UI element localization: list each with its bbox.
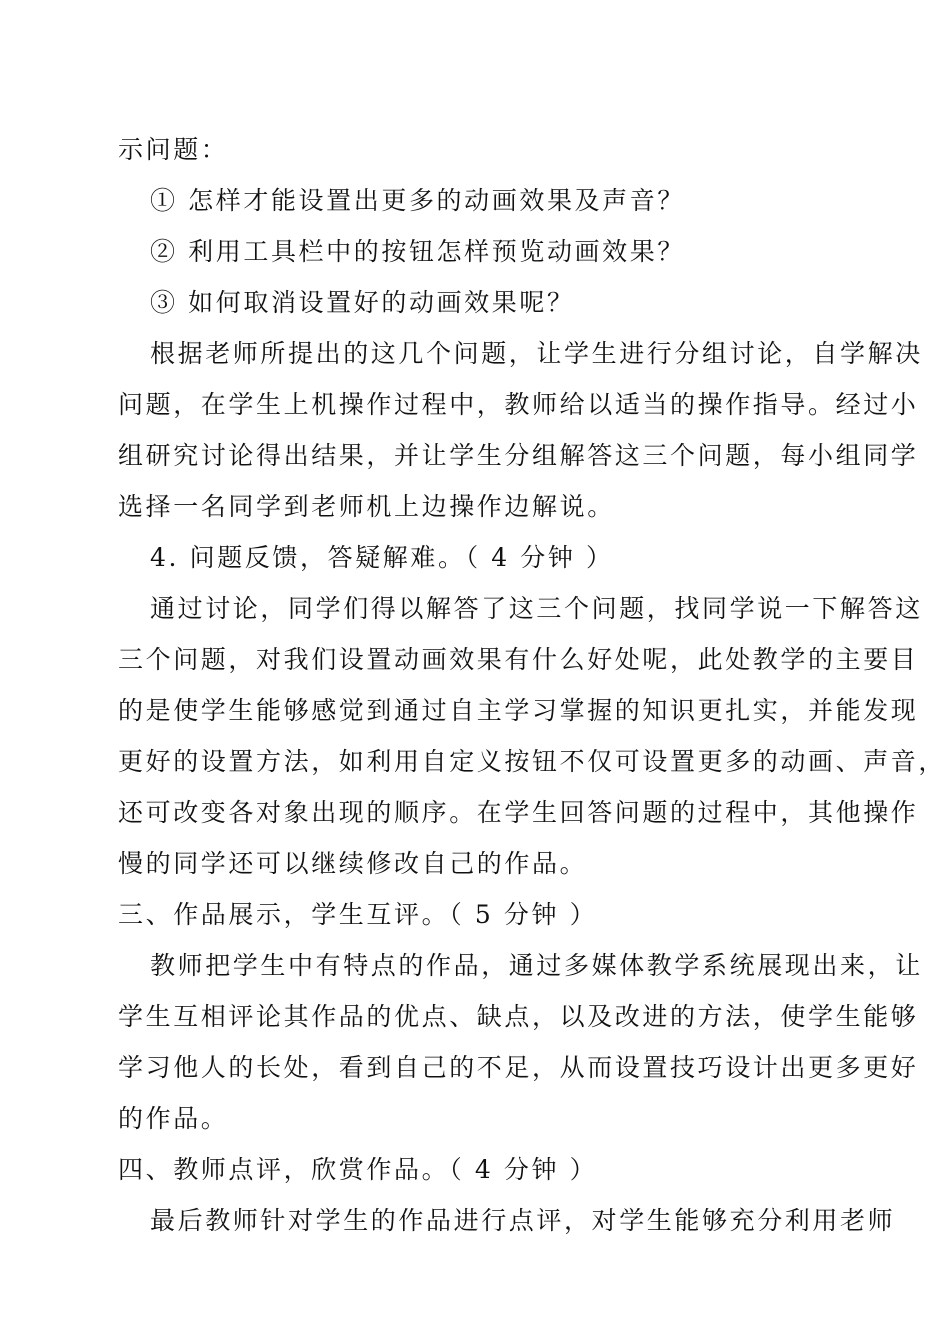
paragraph-line: 更好的设置方法，如利用自定义按钮不仅可设置更多的动画、声音， bbox=[118, 747, 947, 776]
paragraph-line: 选择一名同学到老师机上边操作边解说。 bbox=[118, 492, 615, 521]
paragraph-line: 最后教师针对学生的作品进行点评，对学生能够充分利用老师 bbox=[150, 1206, 896, 1235]
question-item-2: ② 利用工具栏中的按钮怎样预览动画效果？ bbox=[150, 237, 685, 266]
text-line: 示问题： bbox=[118, 135, 229, 164]
section-heading: 四、教师点评，欣赏作品。（ 4 分钟 ） bbox=[118, 1155, 598, 1184]
paragraph-line: 学习他人的长处，看到自己的不足，从而设置技巧设计出更多更好 bbox=[118, 1053, 919, 1082]
paragraph-line: 通过讨论，同学们得以解答了这三个问题，找同学说一下解答这 bbox=[150, 594, 923, 623]
section-heading: 三、作品展示，学生互评。（ 5 分钟 ） bbox=[118, 900, 598, 929]
paragraph-line: 慢的同学还可以继续修改自己的作品。 bbox=[118, 849, 588, 878]
question-item-3: ③ 如何取消设置好的动画效果呢？ bbox=[150, 288, 575, 317]
question-item-1: ① 怎样才能设置出更多的动画效果及声音？ bbox=[150, 186, 685, 215]
paragraph-line: 还可改变各对象出现的顺序。在学生回答问题的过程中，其他操作 bbox=[118, 798, 919, 827]
paragraph-line: 三个问题，对我们设置动画效果有什么好处呢，此处教学的主要目 bbox=[118, 645, 919, 674]
section-heading: 4. 问题反馈，答疑解难。（ 4 分钟 ） bbox=[150, 543, 614, 572]
paragraph-line: 的是使学生能够感觉到通过自主学习掌握的知识更扎实，并能发现 bbox=[118, 696, 919, 725]
paragraph-line: 根据老师所提出的这几个问题，让学生进行分组讨论，自学解决 bbox=[150, 339, 923, 368]
paragraph-line: 组研究讨论得出结果，并让学生分组解答这三个问题，每小组同学 bbox=[118, 441, 919, 470]
paragraph-line: 学生互相评论其作品的优点、缺点，以及改进的方法，使学生能够 bbox=[118, 1002, 919, 1031]
paragraph-line: 问题，在学生上机操作过程中，教师给以适当的操作指导。经过小 bbox=[118, 390, 919, 419]
paragraph-line: 教师把学生中有特点的作品，通过多媒体教学系统展现出来，让 bbox=[150, 951, 923, 980]
paragraph-line: 的作品。 bbox=[118, 1104, 229, 1133]
